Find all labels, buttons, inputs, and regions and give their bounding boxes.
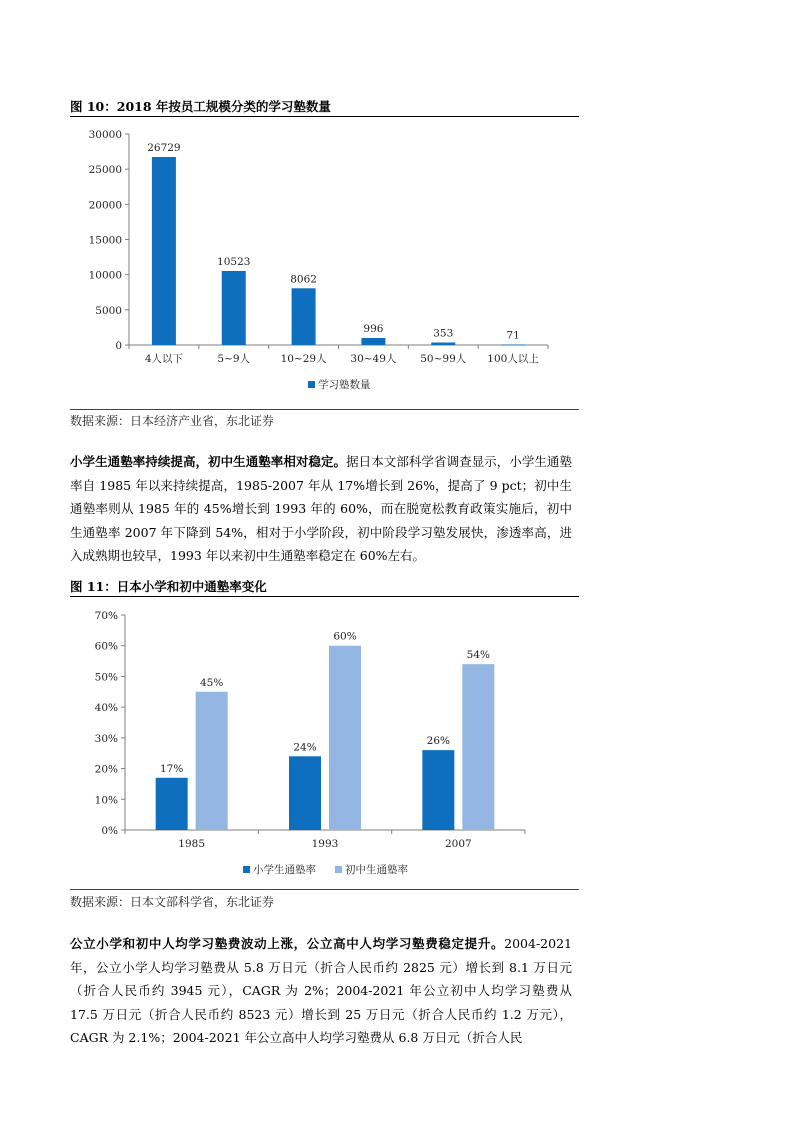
fig11-bar-初中生通塾率 [196, 692, 228, 830]
fig11-data-label: 54% [466, 649, 491, 662]
fig10-y-tick-label: 10000 [88, 269, 122, 282]
figure11-bottom-rule [70, 889, 579, 890]
fig11-data-label: 17% [159, 762, 184, 775]
fig11-y-tick-label: 10% [94, 794, 118, 807]
figure10-chart [70, 118, 579, 408]
fig11-y-tick-label: 30% [94, 732, 118, 745]
fig11-y-tick-label: 70% [94, 610, 118, 622]
fig10-data-label: 996 [363, 322, 384, 335]
figure11-title: 图 11：日本小学和初中通塾率变化 [70, 579, 267, 594]
figure11-chart-svg [70, 598, 579, 888]
fig11-bar-小学生通塾率 [289, 756, 321, 830]
fig11-y-tick-label: 60% [94, 640, 118, 653]
paragraph-1-lead: 小学生通塾率持续提高，初中生通塾率相对稳定。 [70, 454, 347, 469]
fig10-bar-学习塾数量 [292, 288, 316, 345]
fig10-x-tick-label: 50~99人 [420, 353, 467, 365]
fig11-legend-label: 小学生通塾率 [253, 864, 316, 876]
paragraph-1 [70, 450, 572, 568]
fig10-y-tick-label: 15000 [88, 234, 122, 247]
fig10-data-label: 71 [506, 329, 520, 342]
fig11-x-tick-label: 1985 [178, 838, 206, 850]
fig10-x-tick-label: 100人以上 [487, 353, 539, 365]
fig10-y-tick-label: 20000 [88, 199, 122, 212]
fig11-data-label: 45% [199, 676, 224, 689]
fig10-bar-学习塾数量 [501, 345, 525, 346]
fig11-y-tick-label: 50% [94, 671, 118, 684]
fig10-bar-学习塾数量 [431, 343, 455, 345]
figure10-chart-svg [70, 118, 579, 408]
fig11-y-tick-label: 20% [94, 763, 118, 776]
paragraph-2 [70, 932, 572, 1050]
figure11-source: 数据来源：日本文部科学省，东北证券 [70, 895, 275, 909]
paragraph-2-lead: 公立小学和初中人均学习塾费波动上涨，公立高中人均学习塾费稳定提升。 [70, 936, 505, 951]
fig10-y-tick-label: 25000 [88, 164, 122, 177]
fig10-legend-label: 学习塾数量 [318, 379, 371, 391]
figure10-bottom-rule [70, 409, 579, 410]
fig10-legend-swatch [308, 381, 315, 388]
fig10-data-label: 353 [433, 327, 454, 340]
fig10-y-tick-label: 30000 [88, 129, 122, 141]
figure10-top-rule [70, 116, 579, 117]
fig11-x-tick-label: 1993 [311, 838, 339, 850]
fig10-data-label: 8062 [290, 273, 317, 286]
figure10-title: 图 10：2018 年按员工规模分类的学习塾数量 [70, 99, 331, 114]
fig11-x-tick-label: 2007 [444, 838, 472, 850]
fig10-y-tick-label: 5000 [95, 304, 122, 317]
fig10-x-tick-label: 5~9人 [217, 353, 251, 365]
fig10-y-tick-label: 0 [115, 340, 122, 352]
fig11-legend-swatch [335, 866, 342, 873]
paragraph-1-body: 据日本文部科学省调查显示，小学生通塾率自 1985 年以来持续提高，1985-2007 年从 17%增长到 26%，提高了 9 pct；初中生通塾率则从 1985 年的 45%增长到 1993 年的 60%，而在脱宽松教育政策实施后，初中生通塾率 2007 年下降到 54%，相对于小学阶段，初中阶段学习塾发展快，渗透率高，进入成熟期也较早，1993 年以来初中生通塾率稳定在 60%左右。 [70, 454, 572, 563]
fig10-x-tick-label: 30~49人 [350, 353, 397, 365]
figure11-top-rule [70, 596, 579, 597]
fig11-bar-小学生通塾率 [156, 778, 188, 830]
fig11-data-label: 60% [333, 630, 357, 643]
fig11-y-tick-label: 0% [101, 825, 118, 837]
fig10-bar-学习塾数量 [222, 271, 246, 345]
fig11-legend-swatch [243, 866, 250, 873]
fig10-bar-学习塾数量 [152, 157, 176, 345]
paragraph-2-body: 2004-2021 年，公立小学人均学习塾费从 5.8 万日元（折合人民币约 2825 元）增长到 8.1 万日元（折合人民币约 3945 元），CAGR 为 2%；2004-2021 年公立初中人均学习塾费从 17.5 万日元（折合人民币约 8523 元）增长到 25 万日元（折合人民币约 1.2 万元），CAGR 为 2.1%；2004-2021 年公立高中人均学习塾费从 6.8 万日元（折合人民 [70, 936, 572, 1045]
fig10-bar-学习塾数量 [361, 338, 385, 345]
fig11-y-tick-label: 40% [94, 702, 118, 715]
fig11-legend-label: 初中生通塾率 [345, 864, 408, 876]
fig11-bar-初中生通塾率 [329, 646, 361, 830]
fig10-data-label: 26729 [147, 142, 181, 155]
figure11-chart [70, 598, 579, 888]
fig10-x-tick-label: 4人以下 [144, 353, 184, 365]
fig11-data-label: 26% [426, 735, 451, 748]
fig10-x-tick-label: 10~29人 [280, 353, 327, 365]
figure10-source: 数据来源：日本经济产业省，东北证券 [70, 414, 275, 428]
fig11-bar-小学生通塾率 [422, 750, 454, 830]
fig11-data-label: 24% [293, 741, 317, 754]
fig11-bar-初中生通塾率 [462, 664, 494, 830]
fig10-data-label: 10523 [217, 255, 251, 268]
